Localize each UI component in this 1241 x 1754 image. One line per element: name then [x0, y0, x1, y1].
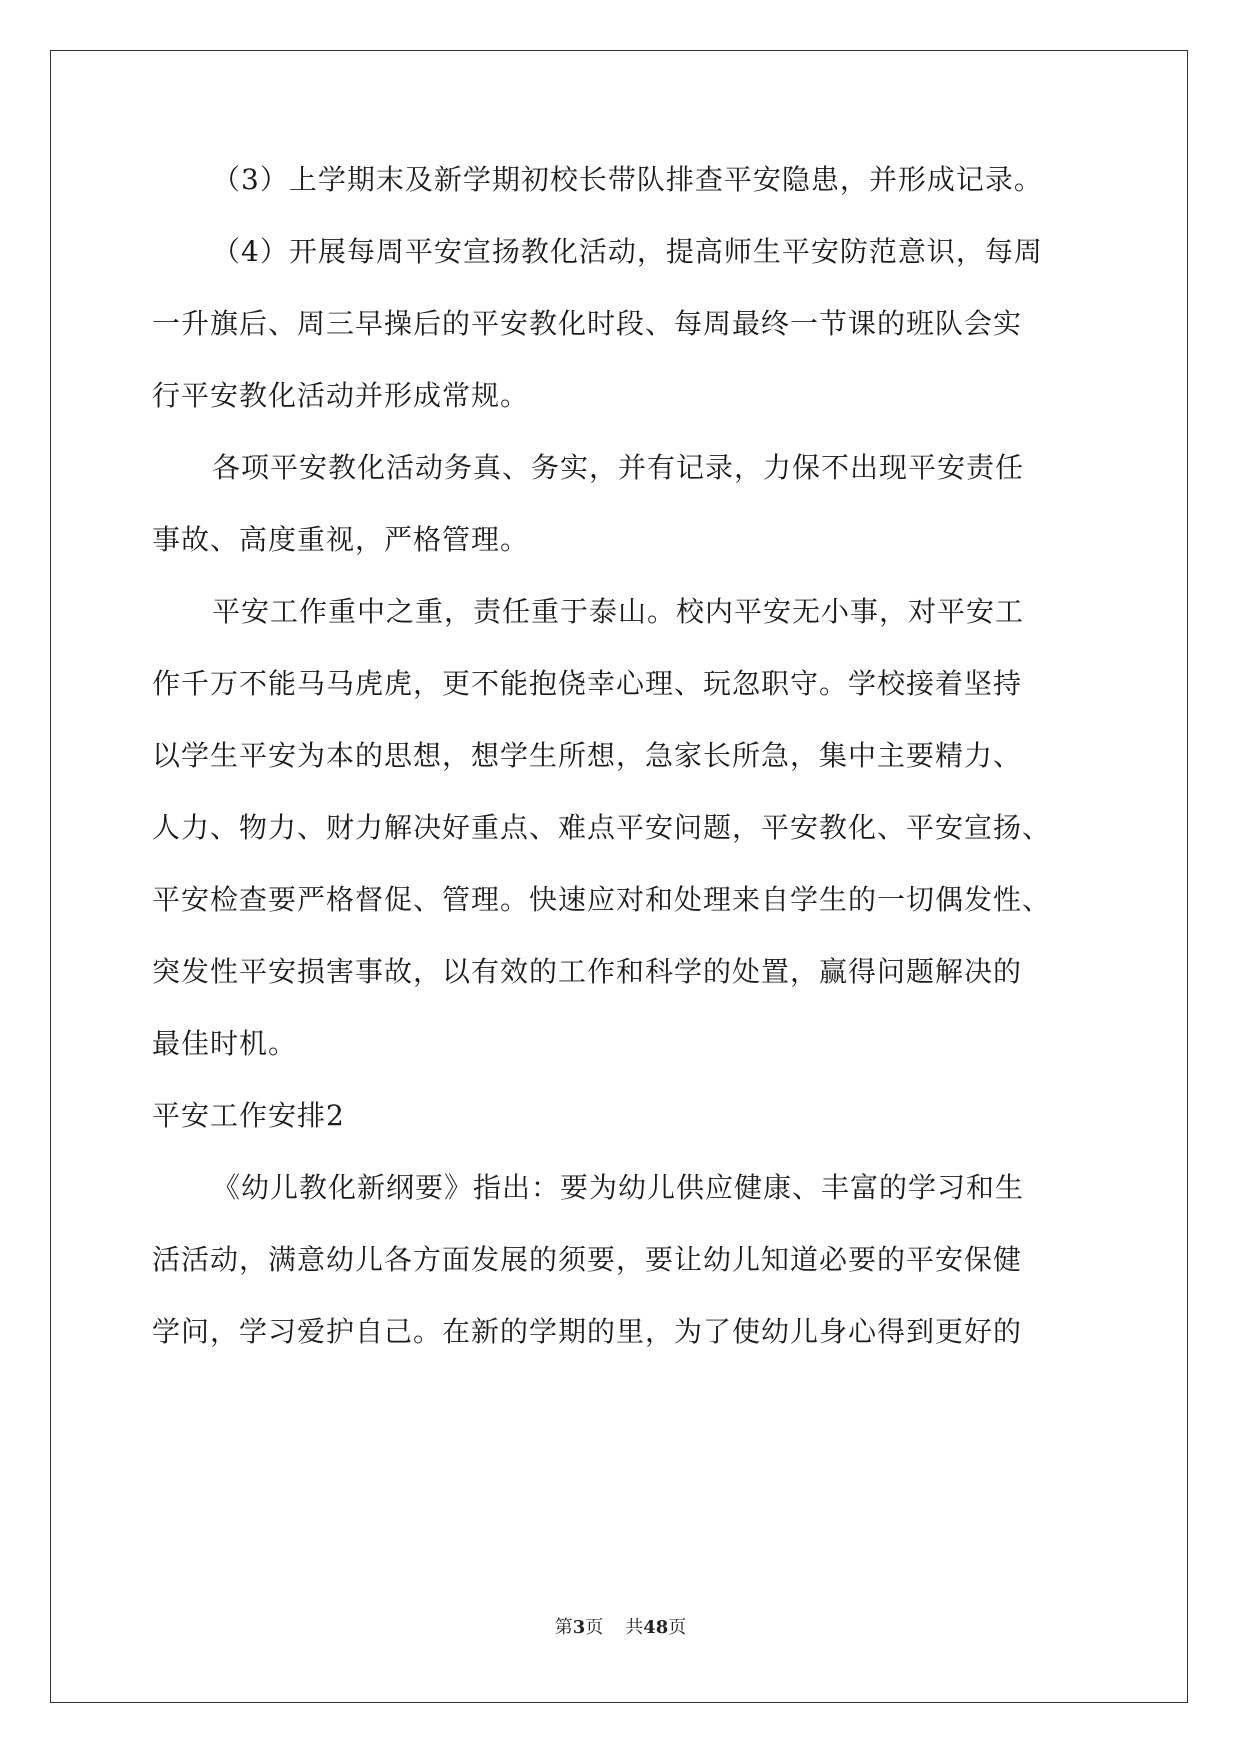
total-pages-number: 48: [643, 1617, 669, 1638]
paragraph-line: 人力、物力、财力解决好重点、难点平安问题，平安教化、平安宣扬、: [152, 811, 1052, 844]
paragraph-line: 事故、高度重视，严格管理。: [152, 523, 530, 556]
paragraph-line: 作千万不能马马虎虎，更不能抱侥幸心理、玩忽职守。学校接着坚持: [152, 667, 1023, 700]
footer-total-suffix: 页: [668, 1617, 687, 1638]
paragraph-line: 一升旗后、周三早操后的平安教化时段、每周最终一节课的班队会实: [152, 307, 1023, 340]
section-heading: 平安工作安排2: [152, 1099, 345, 1132]
paragraph-line: 学问，学习爱护自己。在新的学期的里，为了使幼儿身心得到更好的: [152, 1315, 1023, 1348]
footer-total-prefix: 共: [625, 1617, 644, 1638]
paragraph-line: 最佳时机。: [152, 1027, 298, 1060]
paragraph-line: 各项平安教化活动务真、务实，并有记录，力保不出现平安责任: [212, 451, 1025, 484]
footer-page-word: 页: [585, 1617, 604, 1638]
page-footer: [0, 1616, 1241, 1640]
current-page-number: 3: [572, 1617, 586, 1638]
paragraph-line: 行平安教化活动并形成常规。: [152, 379, 530, 412]
paragraph-line: 《幼儿教化新纲要》指出：要为幼儿供应健康、丰富的学习和生: [212, 1171, 1025, 1204]
paragraph-line: 突发性平安损害事故，以有效的工作和科学的处置，赢得问题解决的: [152, 955, 1023, 988]
paragraph-line: （3）上学期末及新学期初校长带队排查平安隐患，并形成记录。: [212, 163, 1043, 196]
paragraph-line: 平安工作重中之重，责任重于泰山。校内平安无小事，对平安工: [212, 595, 1025, 628]
paragraph-line: 活活动，满意幼儿各方面发展的须要，要让幼儿知道必要的平安保健: [152, 1243, 1023, 1276]
paragraph-line: 以学生平安为本的思想，想学生所想，急家长所急，集中主要精力、: [152, 739, 1023, 772]
paragraph-line: （4）开展每周平安宣扬教化活动，提高师生平安防范意识，每周: [212, 235, 1043, 268]
page-border: [50, 50, 1188, 1703]
paragraph-line: 平安检查要严格督促、管理。快速应对和处理来自学生的一切偶发性、: [152, 883, 1052, 916]
footer-prefix: 第: [554, 1617, 573, 1638]
